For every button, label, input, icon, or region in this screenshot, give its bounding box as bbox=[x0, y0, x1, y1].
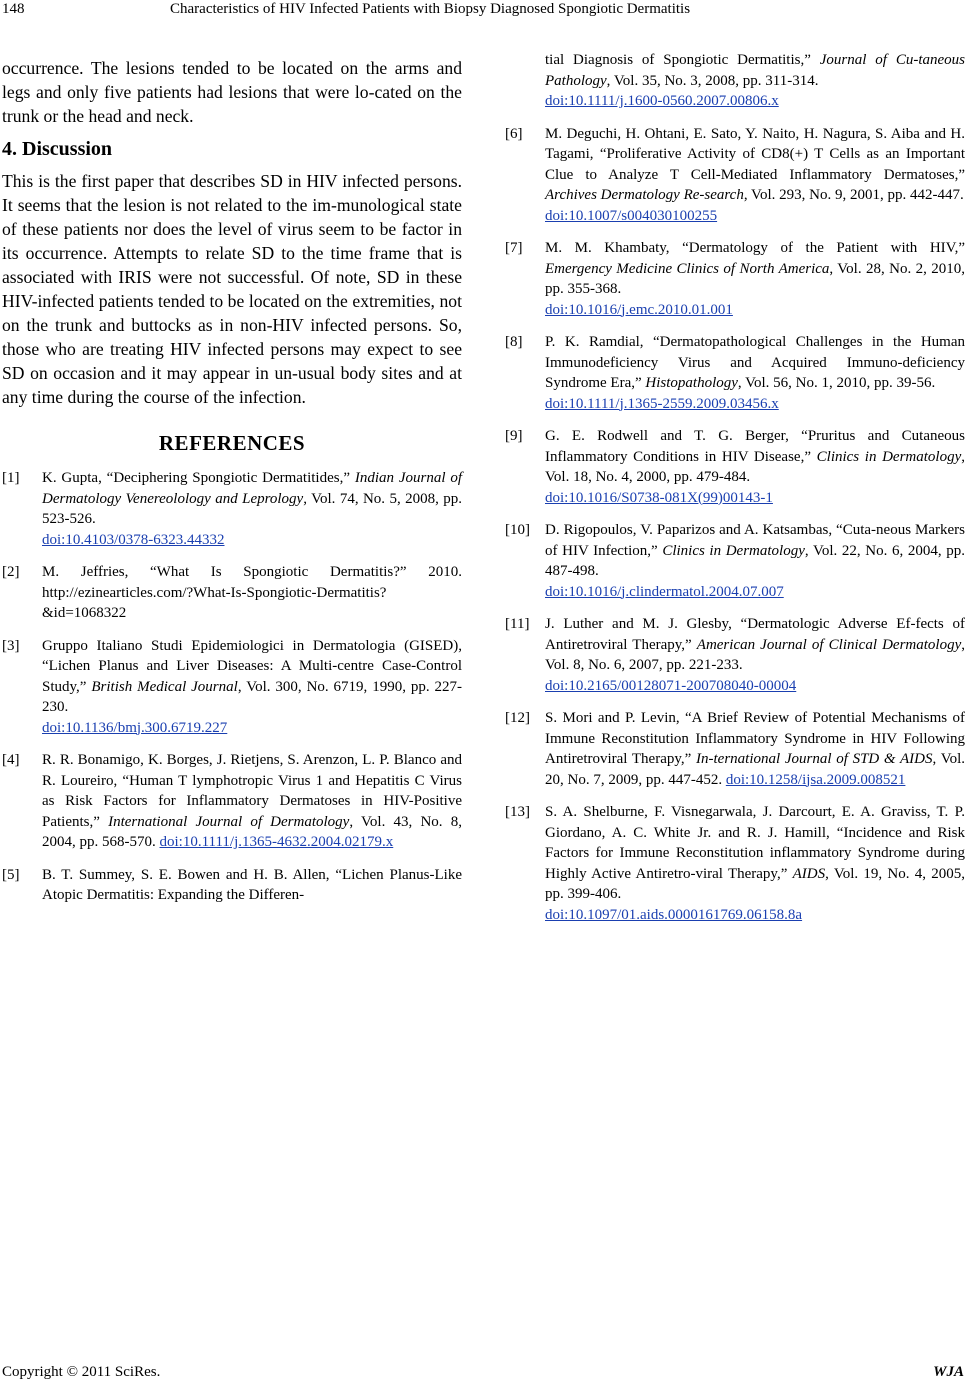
reference-authors-title: S. Mori and P. Levin, “A Brief Review of Potential Mechanisms of Immune Reconstitution Inflammatory Syndrome in HIV Following Antiretroviral Therapy,” bbox=[545, 710, 965, 767]
reference-list-right bbox=[505, 50, 965, 925]
reference-journal: American Journal of Clinical Dermatology bbox=[696, 636, 962, 653]
reference-text bbox=[42, 865, 462, 906]
reference-authors-title: G. E. Rodwell and T. G. Berger, “Pruritus and Cutaneous Inflammatory Conditions in HIV Disease,” bbox=[545, 428, 965, 465]
reference-number: [13] bbox=[505, 804, 530, 820]
reference-details: , Vol. 18, No. 4, 2000, pp. 479-484. bbox=[545, 448, 965, 485]
references-heading: REFERENCES bbox=[158, 431, 306, 455]
reference-details: , Vol. 43, No. 8, 2004, pp. 568-570. bbox=[42, 813, 462, 850]
reference-doi-link[interactable]: doi:10.2165/00128071-200708040-00004 bbox=[545, 677, 797, 694]
copyright-notice: Copyright © 2011 SciRes. bbox=[2, 1364, 161, 1380]
discussion-heading: 4. Discussion bbox=[2, 138, 113, 160]
reference-doi-link[interactable]: doi:10.1007/s004030100255 bbox=[545, 207, 718, 224]
reference-text bbox=[42, 750, 462, 853]
reference-authors-title: M. Jeffries, “What Is Spongiotic Dermatitis?” 2010. http://ezinearticles.com/?What-Is-Spongiotic-Dermatitis? &id=1068322 bbox=[42, 564, 462, 621]
reference-authors-title: J. Luther and M. J. Glesby, “Dermatologic Adverse Ef-fects of Antiretroviral Therapy,” bbox=[545, 616, 965, 653]
reference-number: [6] bbox=[505, 125, 523, 142]
reference-text bbox=[42, 562, 462, 624]
reference-doi-link[interactable]: doi:10.1016/S0738-081X(99)00143-1 bbox=[545, 489, 773, 506]
page-header bbox=[0, 0, 968, 26]
reference-details: , Vol. 300, No. 6719, 1990, pp. 227-230. bbox=[42, 678, 462, 715]
reference-doi-link[interactable]: doi:10.4103/0378-6323.44332 bbox=[42, 531, 225, 548]
reference-journal: British Medical Journal bbox=[91, 678, 238, 695]
reference-authors-title: S. A. Shelburne, F. Visnegarwala, J. Darcourt, E. A. Graviss, T. P. Giordano, A. C. White Jr. and R. J. Hamill, “Incidence and Risk Factors for Immune Reconstitution inflammatory Syndrome during Highly Active Antiretro-viral Therapy,” bbox=[545, 804, 965, 882]
reference-number: [2] bbox=[2, 564, 20, 580]
reference-authors-title: Gruppo Italiano Studi Epidemiologici in Dermatologia (GISED), “Lichen Planus and Liver Diseases: A Multi-centre Case-Control Study,” bbox=[42, 637, 462, 695]
reference-number: [11] bbox=[505, 616, 530, 632]
reference-list-left bbox=[2, 468, 462, 906]
reference-text bbox=[545, 802, 965, 925]
reference-journal: Histopathology bbox=[645, 375, 738, 391]
reference-text bbox=[545, 50, 965, 112]
running-title: Characteristics of HIV Infected Patients with Biopsy Diagnosed Spongiotic Dermatitis bbox=[170, 1, 691, 17]
journal-abbreviation: WJA bbox=[933, 1364, 964, 1380]
discussion-paragraph: This is the first paper that describes SD in HIV infected persons. It seems that the lesion is not related to the im-munological state of these patients nor does the level of virus seem to be factor in its occurrence. Attempts to relate SD to the time frame that is associated with IRIS were not successful. Of note, SD in these HIV-infected patients tended to be located on the extremities, not on the trunk and buttocks as in non-HIV infected persons. So, those who are treating HIV infected persons may expect to see SD on occasion and it may appear in un-usual body sites and at any time during the course of the infection. bbox=[2, 171, 462, 407]
reference-text bbox=[42, 636, 462, 739]
reference-text bbox=[545, 238, 965, 320]
reference-number: [4] bbox=[2, 752, 20, 768]
reference-doi-link[interactable]: doi:10.1136/bmj.300.6719.227 bbox=[42, 719, 228, 736]
reference-journal: AIDS bbox=[792, 865, 826, 882]
reference-item bbox=[505, 614, 965, 696]
reference-number: [12] bbox=[505, 710, 530, 726]
reference-item bbox=[505, 50, 965, 112]
reference-journal: Clinics in Dermatology bbox=[662, 542, 805, 559]
reference-item bbox=[2, 562, 462, 624]
reference-authors-title: tial Diagnosis of Spongiotic Dermatitis,” bbox=[545, 52, 820, 68]
reference-authors-title: M. M. Khambaty, “Dermatology of the Patient with HIV,” bbox=[545, 240, 965, 256]
reference-number: [7] bbox=[505, 240, 523, 256]
reference-journal: Indian Journal of Dermatology Venereolology and Leprology bbox=[42, 470, 463, 507]
reference-number: [3] bbox=[2, 637, 20, 654]
reference-item bbox=[505, 124, 965, 227]
reference-number: [8] bbox=[505, 334, 523, 350]
reference-details: , Vol. 19, No. 4, 2005, pp. 399-406. bbox=[545, 865, 965, 902]
reference-doi-link[interactable]: doi:10.1111/j.1365-2559.2009.03456.x bbox=[545, 395, 779, 412]
reference-item bbox=[2, 636, 462, 739]
reference-doi-link[interactable]: doi:10.1016/j.emc.2010.01.001 bbox=[545, 301, 733, 318]
reference-text bbox=[42, 468, 462, 550]
reference-item bbox=[505, 708, 965, 790]
reference-journal: International Journal of Dermatology bbox=[108, 813, 350, 830]
reference-journal: Journal of Cu-taneous Pathology bbox=[545, 52, 965, 89]
reference-details: , Vol. 293, No. 9, 2001, pp. 442-447. bbox=[743, 187, 964, 203]
reference-authors-title: B. T. Summey, S. E. Bowen and H. B. Allen, “Lichen Planus-Like Atopic Dermatitis: Expanding the Differen- bbox=[42, 866, 462, 903]
reference-text bbox=[545, 124, 965, 227]
reference-doi-link[interactable]: doi:10.1111/j.1600-0560.2007.00806.x bbox=[545, 93, 779, 109]
reference-authors-title: M. Deguchi, H. Ohtani, E. Sato, Y. Naito, H. Nagura, S. Aiba and H. Tagami, “Proliferative Activity of CD8(+) T Cells as an Important Clue to Analyze T Cell-Mediated Inflammatory Dermatoses,” bbox=[545, 125, 965, 183]
reference-item bbox=[2, 750, 462, 853]
reference-authors-title: K. Gupta, “Deciphering Spongiotic Dermatitides,” bbox=[42, 470, 355, 486]
reference-item bbox=[505, 520, 965, 602]
reference-journal: Emergency Medicine Clinics of North America bbox=[545, 260, 830, 277]
reference-details: , Vol. 22, No. 6, 2004, pp. 487-498. bbox=[545, 542, 966, 579]
reference-item bbox=[505, 238, 965, 320]
page-footer bbox=[0, 1364, 968, 1386]
reference-item bbox=[505, 802, 965, 925]
reference-details: , Vol. 8, No. 6, 2007, pp. 221-233. bbox=[545, 636, 965, 673]
reference-doi-link[interactable]: doi:10.1111/j.1365-4632.2004.02179.x bbox=[159, 834, 394, 850]
reference-number: [9] bbox=[505, 428, 523, 444]
reference-number: [1] bbox=[2, 470, 20, 486]
reference-item bbox=[505, 332, 965, 414]
reference-details: , Vol. 74, No. 5, 2008, pp. 523-526. bbox=[42, 490, 462, 527]
reference-text bbox=[545, 520, 965, 602]
reference-details: , Vol. 20, No. 7, 2009, pp. 447-452. bbox=[545, 751, 966, 788]
reference-text bbox=[545, 426, 965, 508]
reference-details: , Vol. 28, No. 2, 2010, pp. 355-368. bbox=[545, 260, 965, 297]
reference-authors-title: R. R. Bonamigo, K. Borges, J. Rietjens, S. Arenzon, L. P. Blanco and R. Loureiro, “Human T lymphotropic Virus 1 and Hepatitis C Virus as Risk Factors for Inflammatory Dermatoses in HIV-Positive Patients,” bbox=[42, 752, 462, 830]
left-column bbox=[2, 56, 462, 918]
reference-authors-title: D. Rigopoulos, V. Paparizos and A. Katsambas, “Cuta-neous Markers of HIV Infection,” bbox=[545, 522, 965, 559]
reference-doi-link[interactable]: doi:10.1258/ijsa.2009.008521 bbox=[725, 771, 906, 788]
reference-item bbox=[2, 468, 462, 550]
reference-number: [5] bbox=[2, 866, 20, 883]
page-number: 148 bbox=[2, 1, 25, 17]
reference-text bbox=[545, 614, 965, 696]
reference-text bbox=[545, 332, 965, 414]
reference-item bbox=[2, 865, 462, 906]
reference-journal: In-ternational Journal of STD & AIDS bbox=[696, 751, 933, 767]
reference-doi-link[interactable]: doi:10.1016/j.clindermatol.2004.07.007 bbox=[545, 583, 784, 600]
reference-item bbox=[505, 426, 965, 508]
right-column bbox=[505, 50, 965, 937]
intro-paragraph: occurrence. The lesions tended to be located on the arms and legs and only five patients had lesions that were lo-cated on the trunk or the head and neck. bbox=[2, 58, 462, 126]
reference-authors-title: P. K. Ramdial, “Dermatopathological Challenges in the Human Immunodeficiency Virus and Acquired Immuno-deficiency Syndrome Era,” bbox=[545, 334, 965, 391]
reference-details: , Vol. 35, No. 3, 2008, pp. 311-314. bbox=[606, 72, 819, 89]
reference-journal: Archives Dermatology Re-search bbox=[545, 187, 744, 203]
reference-number: [10] bbox=[505, 522, 530, 538]
reference-text bbox=[545, 708, 965, 790]
reference-details: , Vol. 56, No. 1, 2010, pp. 39-56. bbox=[737, 375, 936, 391]
reference-number bbox=[505, 50, 545, 112]
reference-journal: Clinics in Dermatology bbox=[816, 448, 962, 465]
reference-doi-link[interactable]: doi:10.1097/01.aids.0000161769.06158.8a bbox=[545, 906, 803, 923]
